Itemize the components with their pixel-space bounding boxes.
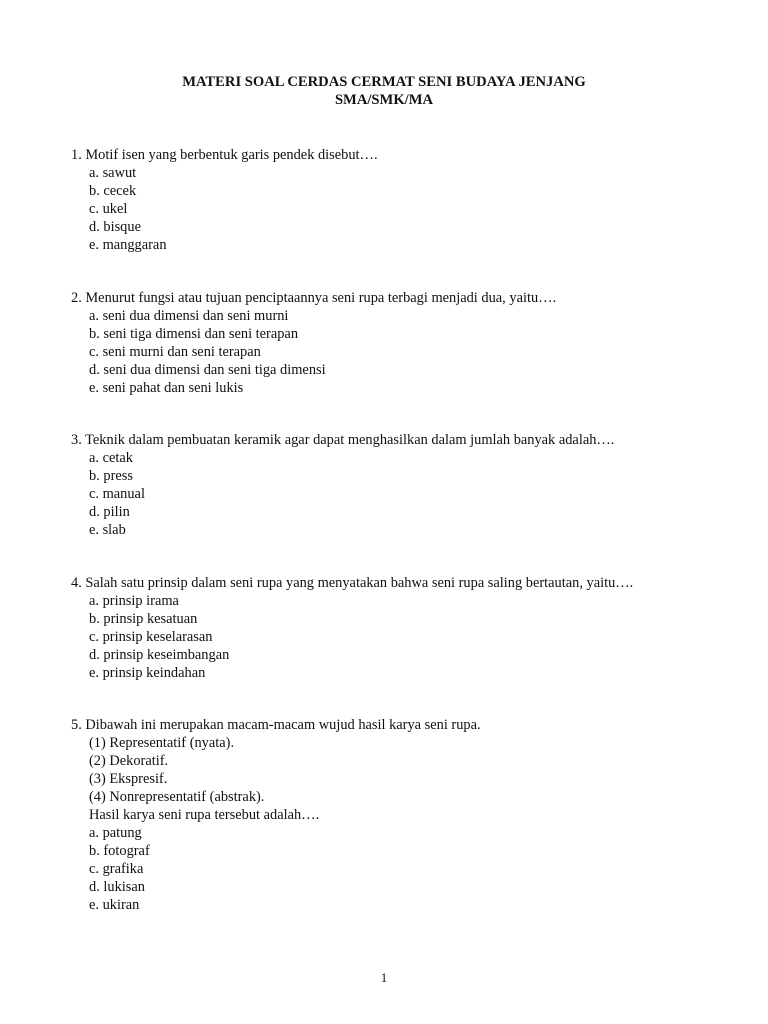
answer-option-e: e. slab xyxy=(89,522,126,538)
document-title-line-1: MATERI SOAL CERDAS CERMAT SENI BUDAYA JENJANG xyxy=(182,74,586,90)
answer-option-a: a. prinsip irama xyxy=(89,593,179,609)
answer-option-b: b. seni tiga dimensi dan seni terapan xyxy=(89,326,299,342)
question-5 xyxy=(71,716,731,914)
answer-option-e: e. ukiran xyxy=(89,897,140,913)
answer-option-a: a. seni dua dimensi dan seni murni xyxy=(89,308,289,324)
answer-option-b: b. fotograf xyxy=(89,843,150,859)
question-text: 5. Dibawah ini merupakan macam-macam wujud hasil karya seni rupa. xyxy=(71,717,481,733)
answer-option-e: e. prinsip keindahan xyxy=(89,665,206,681)
answer-option-b: b. press xyxy=(89,468,133,484)
answer-option-a: a. sawut xyxy=(89,165,137,181)
statement-item-2: (2) Dekoratif. xyxy=(89,753,169,769)
question-1 xyxy=(71,146,731,254)
answer-option-c: c. ukel xyxy=(89,201,128,217)
answer-option-d: d. bisque xyxy=(89,219,141,235)
question-text: 4. Salah satu prinsip dalam seni rupa yang menyatakan bahwa seni rupa saling bertautan, yaitu…. xyxy=(71,575,634,591)
answer-option-a: a. cetak xyxy=(89,450,133,466)
statement-item-4: (4) Nonrepresentatif (abstrak). xyxy=(89,789,265,805)
document-title-line-2: SMA/SMK/MA xyxy=(334,92,434,108)
statement-item-3: (3) Ekspresif. xyxy=(89,771,168,787)
answer-option-b: b. prinsip kesatuan xyxy=(89,611,198,627)
answer-option-a: a. patung xyxy=(89,825,142,841)
answer-option-c: c. grafika xyxy=(89,861,144,877)
question-3 xyxy=(71,431,731,539)
answer-option-e: e. manggaran xyxy=(89,237,167,253)
question-4 xyxy=(71,574,731,682)
answer-option-c: c. seni murni dan seni terapan xyxy=(89,344,261,360)
answer-option-d: d. lukisan xyxy=(89,879,145,895)
answer-option-b: b. cecek xyxy=(89,183,137,199)
question-prompt: Hasil karya seni rupa tersebut adalah…. xyxy=(89,807,320,823)
statement-item-1: (1) Representatif (nyata). xyxy=(89,735,235,751)
question-text: 1. Motif isen yang berbentuk garis pendek disebut…. xyxy=(71,147,378,163)
question-text: 2. Menurut fungsi atau tujuan penciptaannya seni rupa terbagi menjadi dua, yaitu…. xyxy=(71,290,557,306)
answer-option-d: d. seni dua dimensi dan seni tiga dimensi xyxy=(89,362,326,378)
answer-option-c: c. manual xyxy=(89,486,145,502)
answer-option-d: d. prinsip keseimbangan xyxy=(89,647,230,663)
answer-option-d: d. pilin xyxy=(89,504,130,520)
page-number: 1 xyxy=(380,970,388,985)
answer-option-e: e. seni pahat dan seni lukis xyxy=(89,380,244,396)
question-2 xyxy=(71,289,731,397)
answer-option-c: c. prinsip keselarasan xyxy=(89,629,213,645)
question-text: 3. Teknik dalam pembuatan keramik agar dapat menghasilkan dalam jumlah banyak adalah…. xyxy=(71,432,615,448)
